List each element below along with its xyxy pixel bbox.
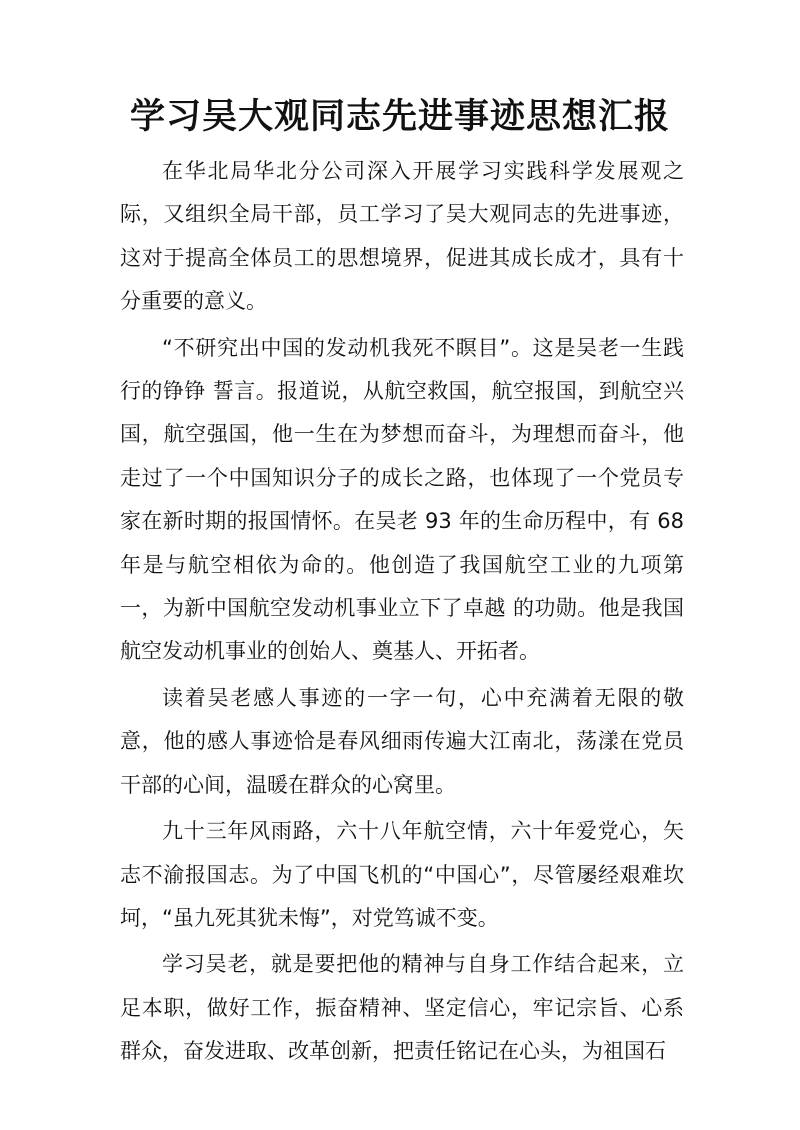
document-title: 学习吴大观同志先进事迹思想汇报 <box>129 96 670 137</box>
paragraph-4: 九十三年风雨路，六十八年航空情，六十年爱党心，矢志不渝报国志。为了中国飞机的“中国心”，尽管屡经艰难坎坷，“虽九死其犹未悔”，对党笃诚不变。 <box>120 819 684 930</box>
paragraph-5: 学习吴老，就是要把他的精神与自身工作结合起来，立足本职，做好工作，振奋精神、坚定信心，牢记宗旨、心系群众，奋发进取、改革创新，把责任铭记在心头，为祖国石 <box>120 952 684 1064</box>
paragraph-3: 读着吴老感人事迹的一字一句，心中充满着无限的敬意，他的感人事迹恰是春风细雨传遍大江南北，荡漾在党员干部的心间，温暖在群众的心窝里。 <box>120 685 684 797</box>
paragraph-2: “不研究出中国的发动机我死不瞑目”。这是吴老一生践行的铮铮 誓言。报道说，从航空救国，航空报国，到航空兴国，航空强国，他一生在为梦想而奋斗，为理想而奋斗，他走过了一个中国知识分子的成长之路，也体现了一个党员专家在新时期的报国情怀。在吴老 93 年的生命历程中，有 68 年是与航空相依为命的。他创造了我国航空工业的九项第一，为新中国航空发动机事业立下了卓越 的功勋。他是我国航空发动机事业的创始人、奠基人、开拓者。 <box>120 335 684 664</box>
paragraph-1: 在华北局华北分公司深入开展学习实践科学发展观之际，又组织全局干部，员工学习了吴大观同志的先进事迹，这对于提高全体员工的思想境界，促进其成长成才，具有十分重要的意义。 <box>120 159 684 314</box>
document-body <box>120 150 684 1077</box>
